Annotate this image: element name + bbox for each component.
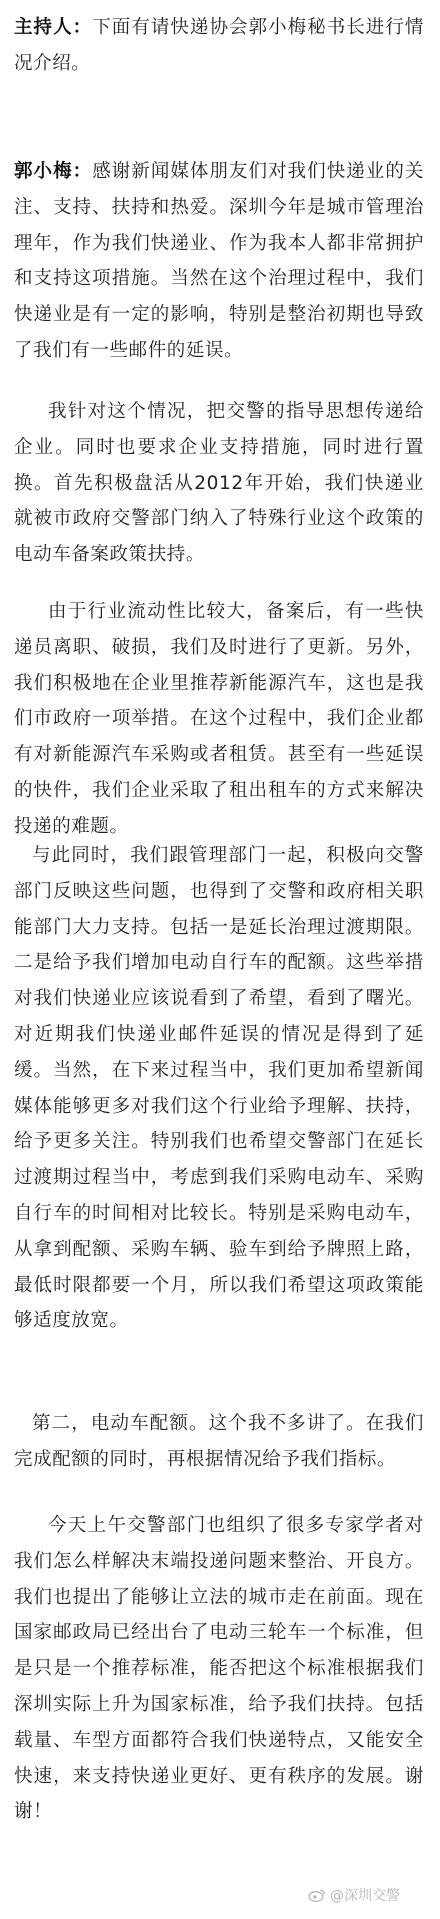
- speech-paragraph-4: [14, 838, 424, 1339]
- watermark-text: @深圳交警: [330, 1888, 400, 1904]
- intro-text: 下面有请快递协会郭小梅秘书长进行情况介绍。: [14, 17, 425, 74]
- weibo-icon: [308, 1888, 326, 1902]
- speech-paragraph-2-text: 我针对这个情况，把交警的指导思想传递给企业。同时也要求企业支持措施，同时进行置换。首先积极盘活从2012年开始，我们快递业就被市政府交警部门纳入了特殊行业这个政策的电动车备案政策扶持。: [14, 401, 424, 566]
- speech-paragraph-2: [14, 394, 424, 573]
- speech-paragraph-3-text: 由于行业流动性比较大，备案后，有一些快递员离职、破损，我们及时进行了更新。另外，我们积极地在企业里推荐新能源汽车，这也是我们市政府一项举措。在这个过程中，我们企业都有对新能源汽车采购或者租赁。甚至有一些延误的快件，我们企业采取了租出租车的方式来解决投递的难题。: [14, 601, 424, 837]
- speech-paragraph-4-text: 与此同时，我们跟管理部门一起，积极向交警部门反映这些问题，也得到了交警和政府相关职能部门大力支持。包括一是延长治理过渡期限。二是给予我们增加电动自行车的配额。这些举措对我们快递业应该说看到了希望，看到了曙光。对近期我们快递业邮件延误的情况是得到了延缓。当然，在下来过程当中，我们更加希望新闻媒体能够更多对我们这个行业给予理解、扶持，给予更多关注。特别我们也希望交警部门在延长过渡期过程当中，考虑到我们采购电动车、采购自行车的时间相对比较长。特别是采购电动车，从拿到配额、采购车辆、验车到给予牌照上路，最低时限都要一个月，所以我们希望这项政策能够适度放宽。: [14, 845, 424, 1332]
- host-speaker-label: 主持人：: [14, 17, 93, 38]
- intro-paragraph: [14, 10, 424, 82]
- watermark: [308, 1885, 400, 1905]
- speech-paragraph-1: [14, 154, 424, 369]
- speech-paragraph-5-text: 第二，电动车配额。这个我不多讲了。在我们完成配额的同时，再根据情况给予我们指标。: [14, 1413, 424, 1470]
- speech-paragraph-6-text: 今天上午交警部门也组织了很多专家学者对我们怎么样解决末端投递问题来整治、开良方。我们也提出了能够让立法的城市走在前面。现在国家邮政局已经出台了电动三轮车一个标准，但是只是一个推荐标准，能否把这个标准根据我们深圳实际上升为国家标准，给予我们扶持。包括载量、车型方面都符合我们快递特点，又能安全快速，来支持快递业更好、更有秩序的发展。谢谢！: [14, 1515, 424, 1823]
- speech-paragraph-6: [14, 1508, 424, 1830]
- speech-paragraph-1-text: 感谢新闻媒体朋友们对我们快递业的关注、支持、扶持和热爱。深圳今年是城市管理治理年，作为我们快递业、作为我本人都非常拥护和支持这项措施。当然在这个治理过程中，我们快递业是有一定的影响，特别是整治初期也导致了我们有一些邮件的延误。: [14, 161, 425, 361]
- speech-paragraph-5: [14, 1406, 424, 1478]
- speech-paragraph-3: [14, 594, 424, 845]
- guest-speaker-label: 郭小梅：: [14, 161, 93, 182]
